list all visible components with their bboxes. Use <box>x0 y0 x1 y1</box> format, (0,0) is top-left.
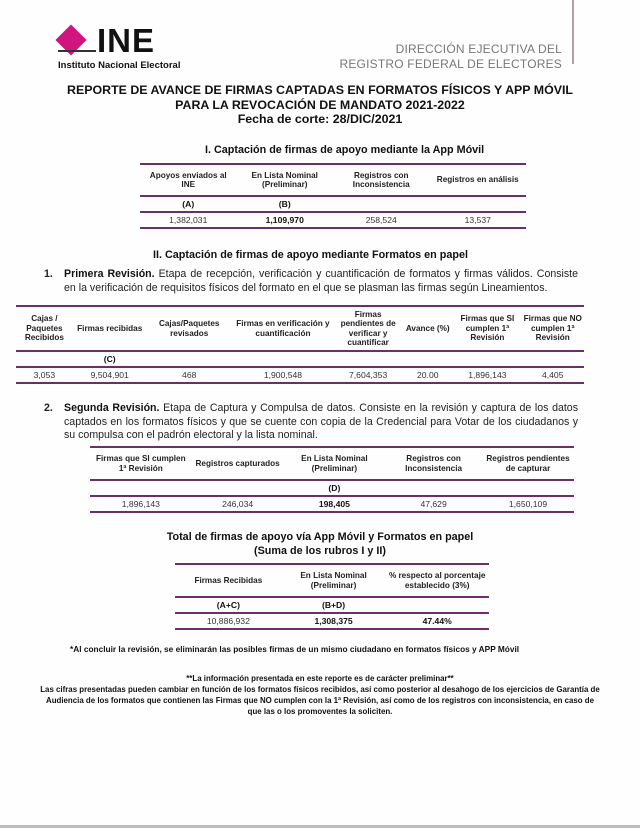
section-2-heading: II. Captación de firmas de apoyo mediante Formatos en papel <box>153 249 468 261</box>
value-analisis: 13,537 <box>430 212 527 228</box>
section-1-heading: I. Captación de firmas de apoyo mediante la App Móvil <box>205 144 485 156</box>
header-firmas-verificacion: Firmas en verificación y cuantificación <box>232 306 334 351</box>
label-empty <box>430 196 527 212</box>
value-avance: 20.00 <box>402 367 453 383</box>
label-empty <box>333 196 430 212</box>
segunda-revision-table <box>90 446 574 513</box>
label-empty <box>90 480 192 496</box>
label-empty <box>385 597 489 613</box>
header-lista-nominal: En Lista Nominal (Preliminar) <box>284 447 386 480</box>
value-pendientes-capturar: 1,650,109 <box>482 496 574 512</box>
header-registros-capturados: Registros capturados <box>192 447 284 480</box>
label-empty <box>232 351 334 367</box>
header-no-cumplen: Firmas que NO cumplen 1ª Revisión <box>521 306 584 351</box>
logo-text: INE <box>97 22 156 59</box>
header-apoyos-enviados: Apoyos enviados al INE <box>140 164 237 196</box>
header-analisis: Registros en análisis <box>430 164 527 196</box>
total-table <box>175 563 489 630</box>
department-line-1: DIRECCIÓN EJECUTIVA DEL <box>395 42 562 56</box>
label-empty <box>334 351 402 367</box>
label-empty <box>521 351 584 367</box>
header-firmas-pendientes: Firmas pendientes de verificar y cuantificar <box>334 306 402 351</box>
value-si-cumplen: 1,896,143 <box>453 367 521 383</box>
header-si-cumplen: Firmas que SI cumplen 1ª Revisión <box>453 306 521 351</box>
title-line-2: PARA LA REVOCACIÓN DE MANDATO 2021-2022 <box>175 97 465 112</box>
segunda-revision-text: Etapa de Captura y Compulsa de datos. Consiste en la revisión y captura de los datos captados en los formatos físicos y que se cuente con copia de la Credencial para Votar de los ciudadanos y su compulsa con el padrón electoral y la lista nominal. <box>64 402 578 441</box>
cutoff-date: Fecha de corte: 28/DIC/2021 <box>237 112 403 126</box>
value-lista-nominal: 1,109,970 <box>237 212 334 228</box>
disclaimer-title: **La información presentada en este reporte es de carácter preliminar** <box>186 674 454 683</box>
header-pendientes-capturar: Registros pendientes de capturar <box>482 447 574 480</box>
value-firmas-recibidas: 9,504,901 <box>73 367 147 383</box>
value-si-cumplen: 1,896,143 <box>90 496 192 512</box>
header-avance: Avance (%) <box>402 306 453 351</box>
header-inconsistencia: Registros con Inconsistencia <box>333 164 430 196</box>
ine-logo-underline <box>58 50 96 52</box>
value-inconsistencia: 47,629 <box>385 496 482 512</box>
value-lista-nominal: 1,308,375 <box>282 613 386 629</box>
segunda-revision-paragraph <box>44 402 578 443</box>
value-cajas-recibidos: 3,053 <box>16 367 73 383</box>
total-heading-line-1: Total de firmas de apoyo vía App Móvil y Formatos en papel <box>166 531 474 543</box>
label-a-plus-c: (A+C) <box>175 597 282 613</box>
disclaimer <box>40 673 600 717</box>
label-empty <box>385 480 482 496</box>
header-lista-nominal: En Lista Nominal (Preliminar) <box>237 164 334 196</box>
segunda-revision-title: Segunda Revisión. <box>64 402 160 414</box>
app-movil-table <box>140 163 526 229</box>
label-b-plus-d: (B+D) <box>282 597 386 613</box>
item-number: 1. <box>44 268 53 280</box>
value-porcentaje: 47.44% <box>385 613 489 629</box>
header-cajas-recibidos: Cajas / Paquetes Recibidos <box>16 306 73 351</box>
header-firmas-recibidas: Firmas recibidas <box>73 306 147 351</box>
total-heading-line-2: (Suma de los rubros I y II) <box>254 545 386 557</box>
department-line-2: REGISTRO FEDERAL DE ELECTORES <box>339 57 562 71</box>
label-empty <box>402 351 453 367</box>
value-firmas-recibidas: 10,886,932 <box>175 613 282 629</box>
primera-revision-table <box>16 305 584 384</box>
label-empty <box>16 351 73 367</box>
value-no-cumplen: 4,405 <box>521 367 584 383</box>
item-number: 2. <box>44 402 53 414</box>
disclaimer-text: Las cifras presentadas pueden cambiar en función de los formatos físicos recibidos, así como posterior al desahogo de los ejercicios de Garantía de Audiencia de los formatos que contienen las Firmas que NO cumplen con la 1ª Revisión, así como de los registros con inconsistencia, en caso de que las o los promoventes la soliciten. <box>40 685 600 716</box>
value-apoyos-enviados: 1,382,031 <box>140 212 237 228</box>
primera-revision-paragraph <box>44 268 579 295</box>
header-si-cumplen: Firmas que SI cumplen 1ª Revisión <box>90 447 192 480</box>
department-name <box>339 42 562 72</box>
header-lista-nominal: En Lista Nominal (Preliminar) <box>282 564 386 597</box>
logo-subtitle: Instituto Nacional Electoral <box>58 60 181 71</box>
header-cajas-revisados: Cajas/Paquetes revisados <box>147 306 232 351</box>
report-title <box>0 83 640 127</box>
header-inconsistencia: Registros con Inconsistencia <box>385 447 482 480</box>
label-d: (D) <box>284 480 386 496</box>
primera-revision-title: Primera Revisión. <box>64 268 155 280</box>
revision-note: *Al concluir la revisión, se eliminarán las posibles firmas de un mismo ciudadano en formatos físicos y APP Móvil <box>70 644 520 654</box>
header-firmas-recibidas: Firmas Recibidas <box>175 564 282 597</box>
label-c: (C) <box>73 351 147 367</box>
value-cajas-revisados: 468 <box>147 367 232 383</box>
value-inconsistencia: 258,524 <box>333 212 430 228</box>
label-empty <box>453 351 521 367</box>
label-empty <box>482 480 574 496</box>
title-line-1: REPORTE DE AVANCE DE FIRMAS CAPTADAS EN FORMATOS FÍSICOS Y APP MÓVIL <box>67 83 573 97</box>
label-a: (A) <box>140 196 237 212</box>
header-divider <box>572 0 574 64</box>
header-porcentaje: % respecto al porcentaje establecido (3%) <box>385 564 489 597</box>
label-empty <box>192 480 284 496</box>
label-empty <box>147 351 232 367</box>
label-b: (B) <box>237 196 334 212</box>
total-heading <box>0 530 640 558</box>
value-registros-capturados: 246,034 <box>192 496 284 512</box>
value-firmas-verificacion: 1,900,548 <box>232 367 334 383</box>
primera-revision-text: Etapa de recepción, verificación y cuantificación de formatos y firmas válidos. Consiste en la verificación de requisitos físicos del formato en el que se plasman las firmas según Lineamientos. <box>64 268 579 294</box>
value-firmas-pendientes: 7,604,353 <box>334 367 402 383</box>
value-lista-nominal: 198,405 <box>284 496 386 512</box>
ine-logo <box>58 22 193 76</box>
